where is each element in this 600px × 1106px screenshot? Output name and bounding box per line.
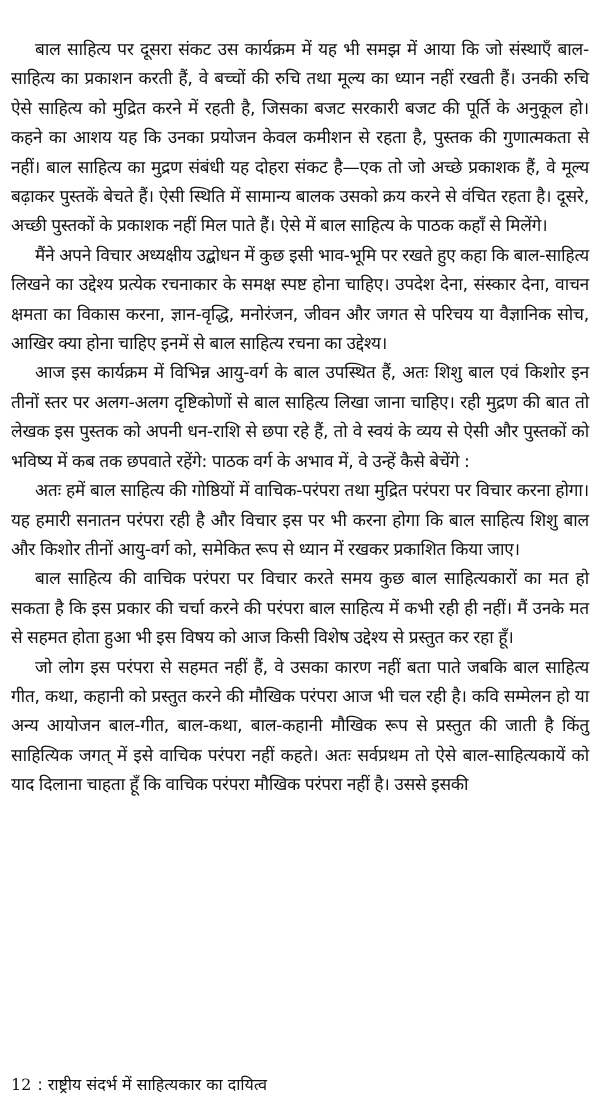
- paragraph-2: मैंने अपने विचार अध्यक्षीय उद्बोधन में कुछ इसी भाव-भूमि पर रखते हुए कहा कि बाल-साहित्य लिखने का उद्देश्य प्रत्येक रचनाकार के समक्ष स्पष्ट होना चाहिए। उपदेश देना, संस्कार देना, वाचन क्षमता का विकास करना, ज्ञान-वृद्धि, मनोरंजन, जीवन और जगत से परिचय या वैज्ञानिक सोच, आखिर क्या होना चाहिए इनमें से बाल साहित्य रचना का उद्देश्य।: [11, 245, 589, 355]
- page-footer: [11, 1074, 267, 1096]
- paragraph-4: अतः हमें बाल साहित्य की गोष्ठियों में वाचिक-परंपरा तथा मुद्रित परंपरा पर विचार करना होगा। यह हमारी सनातन परंपरा रही है और विचार इस पर भी करना होगा कि बाल साहित्य शिशु बाल और किशोर तीनों आयु-वर्ग को, समेकित रूप से ध्यान में रखकर प्रकाशित किया जाए।: [11, 481, 589, 560]
- paragraph-6: जो लोग इस परंपरा से सहमत नहीं हैं, वे उसका कारण नहीं बता पाते जबकि बाल साहित्य गीत, कथा, कहानी को प्रस्तुत करने की मौखिक परंपरा आज भी चल रही है। कवि सम्मेलन हो या अन्य आयोजन बाल-गीत, बाल-कथा, बाल-कहानी मौखिक रूप से प्रस्तुत की जाती है किंतु साहित्यिक जगत् में इसे वाचिक परंपरा नहीं कहते। अतः सर्वप्रथम तो ऐसे बाल-साहित्यकायें को याद दिलाना चाहता हूँ कि वाचिक परंपरा मौखिक परंपरा नहीं है। उससे इसकी: [11, 657, 589, 796]
- page-number: 12: [11, 1075, 32, 1094]
- paragraph-3: आज इस कार्यक्रम में विभिन्न आयु-वर्ग के बाल उपस्थित हैं, अतः शिशु बाल एवं किशोर इन तीनों स्तर पर अलग-अलग दृष्टिकोणों से बाल साहित्य लिखा जाना चाहिए। रही मुद्रण की बात तो लेखक इस पुस्तक को अपनी धन-राशि से छपा रहे हैं, तो वे स्वयं के व्यय से ऐसी और पुस्तकों को भविष्य में कब तक छपवाते रहेंगे: पाठक वर्ग के अभाव में, वे उन्हें कैसे बेचेंगे :: [11, 363, 589, 472]
- running-title: : राष्ट्रीय संदर्भ में साहित्यकार का दायित्व: [37, 1075, 267, 1094]
- body-text: [11, 36, 589, 801]
- paragraph-5: बाल साहित्य की वाचिक परंपरा पर विचार करते समय कुछ बाल साहित्यकारों का मत हो सकता है कि इस प्रकार की चर्चा करने की परंपरा बाल साहित्य में कभी रही ही नहीं। मैं उनके मत से सहमत होता हुआ भी इस विषय को आज किसी विशेष उद्देश्य से प्रस्तुत कर रहा हूँ।: [11, 569, 589, 649]
- paragraph-1: बाल साहित्य पर दूसरा संकट उस कार्यक्रम में यह भी समझ में आया कि जो संस्थाएँ बाल-साहित्य का प्रकाशन करती हैं, वे बच्चों की रुचि तथा मूल्य का ध्यान नहीं रखती हैं। उनकी रुचि ऐसे साहित्य को मुद्रित करने में रहती है, जिसका बजट सरकारी बजट की पूर्ति के अनुकूल हो। कहने का आशय यह कि उनका प्रयोजन केवल कमीशन से रहता है, पुस्तक की गुणात्मकता से नहीं। बाल साहित्य का मुद्रण संबंधी यह दोहरा संकट है—एक तो जो अच्छे प्रकाशक हैं, वे मूल्य बढ़ाकर पुस्तकें बेचते हैं। ऐसी स्थिति में सामान्य बालक उसको क्रय करने से वंचित रहता है। दूसरे, अच्छी पुस्तकों के प्रकाशक नहीं मिल पाते हैं। ऐसे में बाल साहित्य के पाठक कहाँ से मिलेंगे।: [11, 40, 589, 237]
